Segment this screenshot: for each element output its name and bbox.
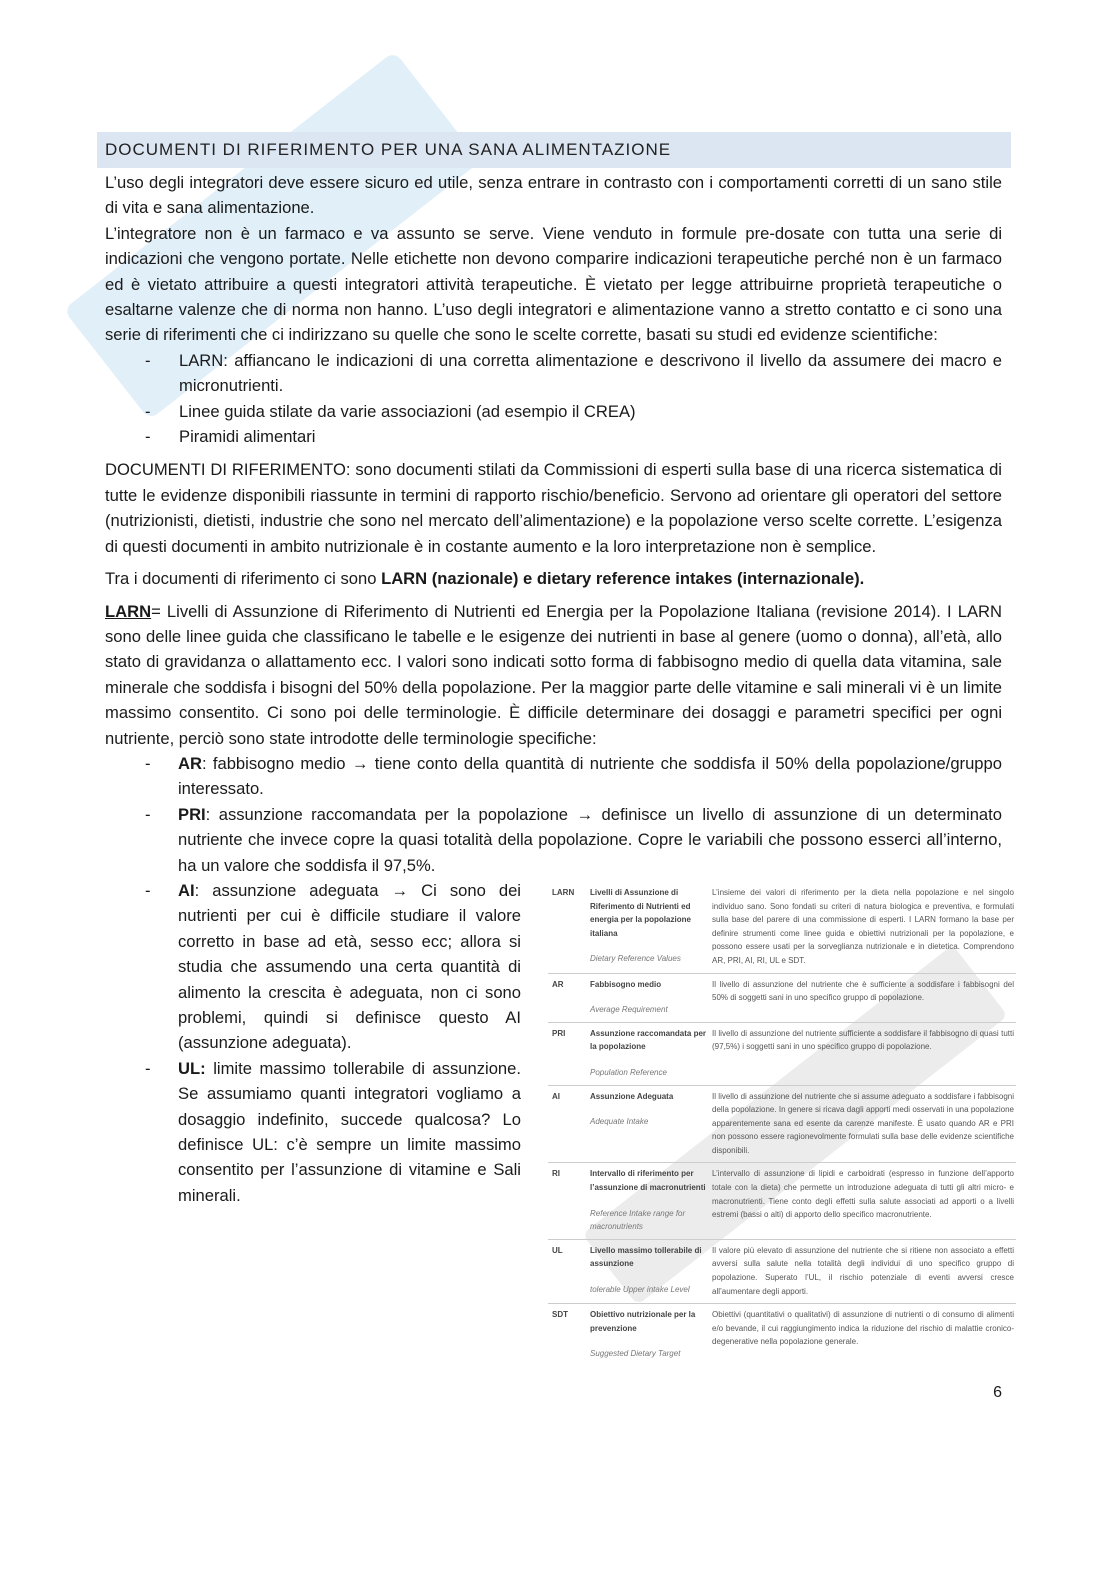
abbr: AI (552, 1091, 560, 1101)
table-row-larn (548, 882, 1016, 974)
list-item: - Piramidi alimentari (105, 424, 1002, 449)
table-row-ai (548, 1086, 1016, 1164)
term-title: Assunzione raccomandata per la popolazione (590, 1028, 707, 1052)
abbr: SDT (552, 1310, 568, 1320)
term-cell (590, 1090, 712, 1158)
abbr: PRI (552, 1028, 566, 1038)
term-title: Livelli di Assunzione di Riferimento di Nutrienti ed energia per la popolazione italiana (590, 887, 691, 938)
abbr: UL (552, 1245, 563, 1255)
section-heading-text: DOCUMENTI DI RIFERIMENTO PER UNA SANA ALIMENTAZIONE (105, 140, 672, 159)
table-row-ri (548, 1163, 1016, 1239)
term-english: Dietary Reference Values (590, 954, 681, 964)
definitions-and-table (105, 878, 1014, 1366)
term-cell (590, 1167, 712, 1233)
table-row-ar (548, 974, 1016, 1023)
paragraph (105, 599, 1002, 751)
definition-list-continued (105, 878, 521, 1208)
larn-table-image (548, 882, 1016, 1366)
description: Obiettivi (quantitativi o qualitativi) di assunzione di nutrienti o di consumo di alimenti e/o bevande, il cui raggiungimento indica la riduzione del rischio di malattie cronico-degenerative nella popolazione generale. (712, 1310, 1014, 1347)
bold-text: LARN (nazionale) e dietary reference intakes (internazionale). (381, 569, 865, 589)
term: AR (178, 753, 202, 773)
description: Il livello di assunzione del nutriente sufficiente a soddisfare il fabbisogno di quasi tutti (97,5%) i soggetti sani in uno specifico gruppo di popolazione. (712, 1028, 1014, 1052)
text: Tra i documenti di riferimento ci sono (105, 569, 382, 589)
term-english: Adequate Intake (590, 1117, 649, 1127)
term-title: Livello massimo tollerabile di assunzione (590, 1245, 702, 1269)
page-number: 6 (993, 1384, 1002, 1401)
abbr: AR (552, 979, 564, 989)
term-cell (590, 978, 712, 1017)
term-english: Average Requirement (590, 1005, 668, 1015)
text: = Livelli di Assunzione di Riferimento di Nutrienti ed Energia per la Popolazione Italiana (revisione 2014). I LARN sono delle linee guida che classificano le tabelle e le esigenze dei nutrienti in base al genere (uomo o donna), all’età, allo stato di gravidanza o allattamento ecc. I valori sono indicati sotto forma di fabbisogno medio di quella data vitamina, sale minerale che soddisfa i bisogni del 50% della popolazione. Per la maggior parte delle vitamine e sali minerali vi è un limite massimo consentito. Ci sono poi delle terminologie. È difficile determinare dei dosaggi e parametri specifici per ogni nutriente, perciò sono state introdotte delle terminologie specifiche: (105, 601, 1002, 748)
term: UL: (178, 1058, 206, 1078)
bold-text: LARN (105, 601, 152, 621)
term: PRI (178, 804, 206, 824)
paragraph: L’uso degli integratori deve essere sicuro ed utile, senza entrare in contrasto con i comportamenti corretti di un sano stile di vita e sana alimentazione. (105, 173, 1002, 218)
paragraph: DOCUMENTI DI RIFERIMENTO: sono documenti stilati da Commissioni di esperti sulla base di una ricerca sistematica di tutte le evidenze disponibili riassunte in termini di rapporto rischio/beneficio. Servono ad orientare gli operatori del settore (nutrizionisti, dietisti, industrie che sono nel mercato dell’alimentazione) e la popolazione verso scelte corrette. L’esigenza di questi documenti in ambito nutrizionale è in costante aumento e la loro interpretazione non è semplice. (105, 460, 1002, 556)
definition-ai: - AI: assunzione adeguata → Ci sono dei nutrienti per cui è difficile studiare il valore corretto in base ad età, sesso ecc; allora si studia che assumendo una certa quantità di alimento la crescita è adeguata, non ci sono problemi, quindi si definisce questo AI (assunzione adeguata). (145, 880, 521, 1053)
abbr: LARN (552, 887, 575, 897)
term-cell (590, 1308, 712, 1361)
document-body (105, 0, 1014, 1445)
definition-ar: - AR: fabbisogno medio → tiene conto della quantità di nutriente che soddisfa il 50% della popolazione/gruppo interessato. (145, 753, 1002, 799)
description: Il livello di assunzione del nutriente che si assume adeguato a soddisfare i fabbisogni della popolazione. In genere si ricava dagli apporti medi osservati in una popolazione apparentemente sana ed esente da carenze manifeste. È usato quando AR e PRI non possono essere ragionevolmente formulati sulla base delle evidenze scientifiche disponibili. (712, 1091, 1014, 1155)
description: Il livello di assunzione del nutriente che è sufficiente a soddisfare i fabbisogni del 50% di soggetti sani in uno specifico gruppo di popolazione. (712, 979, 1014, 1003)
table-row-ul (548, 1240, 1016, 1304)
definition: : assunzione raccomandata per la popolazione → definisce un livello di assunzione di un determinato nutriente che invece copre la quasi totalità della popolazione. Copre le variabili che possono esserci all’interno, ha un valore che soddisfa il 97,5%. (178, 804, 1002, 875)
paragraph: L’integratore non è un farmaco e va assunto se serve. Viene venduto in formule pre-dosate con tutta una serie di indicazioni che vengono portate. Nelle etichette non devono comparire indicazioni terapeutiche perché non è un farmaco ed è vietato attribuire a questi integratori attività terapeutiche. È vietato per legge attribuirne proprietà terapeutiche o esaltarne valenze che di norma non hanno. L’uso degli integratori e alimentazione vanno a stretto contatto e ci sono una serie di riferimenti che ci indirizzano su quelle che sono le scelte corrette, basati su studi ed evidenze scientifiche: (105, 223, 1002, 345)
definition-list (105, 751, 1002, 878)
term-english: tolerable Upper intake Level (590, 1285, 690, 1295)
definition: : fabbisogno medio → tiene conto della quantità di nutriente che soddisfa il 50% della popolazione/gruppo interessato. (178, 753, 1002, 799)
term-title: Fabbisogno medio (590, 979, 662, 989)
definition-pri: - PRI: assunzione raccomandata per la popolazione → definisce un livello di assunzione di un determinato nutriente che invece copre la quasi totalità della popolazione. Copre le variabili che possono esserci all’interno, ha un valore che soddisfa il 97,5%. (145, 804, 1002, 875)
term-english: Reference Intake range for macronutrients (590, 1208, 686, 1232)
term-cell (590, 886, 712, 968)
term-title: Assunzione Adeguata (590, 1091, 674, 1101)
bullet-list (105, 348, 1002, 450)
term: AI (178, 880, 195, 900)
description: Il valore più elevato di assunzione del nutriente che si ritiene non associato a effetti avversi sulla salute nella totalità degli individui di uno specifico gruppo di popolazione. Superato l’UL, il rischio potenziale di eventi avversi cresce all’aumentare degli apporti. (712, 1245, 1014, 1296)
list-item: - Linee guida stilate da varie associazioni (ad esempio il CREA) (105, 399, 1002, 424)
term-cell (590, 1244, 712, 1298)
definition: limite massimo tollerabile di assunzione. Se assumiamo quanti integratori vogliamo a dosaggio indefinito, succede qualcosa? Lo definisce UL: c’è sempre un limite massimo consentito per l’assunzione di vitamine e Sali minerali. (178, 1058, 521, 1205)
table-row-sdt (548, 1304, 1016, 1366)
description: L’insieme dei valori di riferimento per la dieta nella popolazione e nel singolo individuo sano. Sono fondati su criteri di natura biologica e preventiva, e formulati sulla base del parere di una commissione di esperti. I LARN formano la base per definire strumenti come linee guida e obiettivi nutrizionali per la popolazione, e possono essere usati per la sorveglianza nutrizionale e in dietetica. Comprendono AR, PRI, AI, RI, UL e SDT. (712, 887, 1014, 965)
description: L’intervallo di assunzione di lipidi e carboidrati (espresso in funzione dell’apporto totale con la dieta) che permette un introduzione adeguata di tutti gli altri micro- e macronutrienti. Tiene conto degli effetti sulla salute associati ad apporti o a livelli estremi (bassi o alti) di apporto dello specifico macronutriente. (712, 1169, 1014, 1220)
term-english: Suggested Dietary Target (590, 1349, 681, 1359)
definition-ul: - UL: limite massimo tollerabile di assunzione. Se assumiamo quanti integratori vogliamo a dosaggio indefinito, succede qualcosa? Lo definisce UL: c’è sempre un limite massimo consentito per l’assunzione di vitamine e Sali minerali. (145, 1058, 521, 1205)
abbr: RI (552, 1169, 560, 1179)
table-row-pri (548, 1023, 1016, 1086)
term-title: Intervallo di riferimento per l’assunzione di macronutrienti (590, 1169, 706, 1193)
definition: : assunzione adeguata → Ci sono dei nutrienti per cui è difficile studiare il valore corretto in base ad età, sesso ecc; allora si studia che assumendo una certa quantità di alimento la crescita è adeguata, non ci sono problemi, quindi si definisce questo AI (assunzione adeguata). (178, 880, 521, 1053)
list-item: - LARN: affiancano le indicazioni di una corretta alimentazione e descrivono il livello da assumere dei macro e micronutrienti. (105, 348, 1002, 399)
term-title: Obiettivo nutrizionale per la prevenzione (590, 1310, 696, 1333)
term-english: Population Reference (590, 1067, 667, 1077)
term-cell (590, 1027, 712, 1080)
paragraph (105, 566, 1002, 591)
